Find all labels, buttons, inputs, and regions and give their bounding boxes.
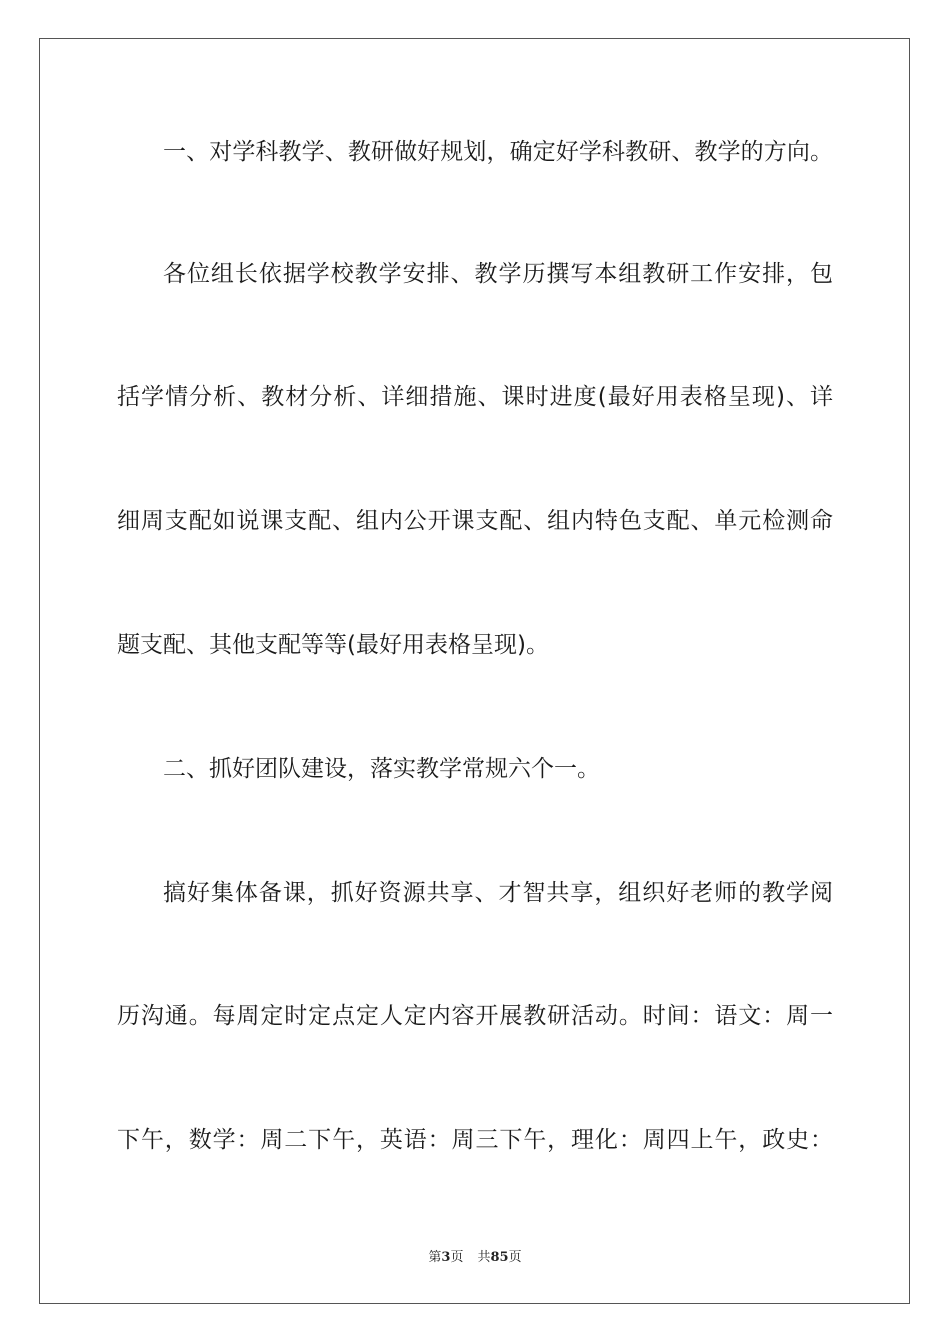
paragraph-line: 搞好集体备课，抓好资源共享、才智共享，组织好老师的教学阅: [163, 880, 833, 906]
paragraph-heading-2: 二、抓好团队建设，落实教学常规六个一。: [163, 756, 600, 782]
paragraph-line: 各位组长依据学校教学安排、教学历撰写本组教研工作安排，包: [163, 261, 833, 287]
footer-page-prefix: 第: [428, 1250, 442, 1265]
footer-total-prefix: 共: [477, 1250, 491, 1265]
footer-total-pages: 85: [490, 1250, 509, 1265]
paragraph-line: 下午，数学：周二下午，英语：周三下午，理化：周四上午，政史：: [117, 1127, 833, 1153]
footer-total-suffix: 页: [508, 1250, 522, 1265]
paragraph-line: 括学情分析、教材分析、详细措施、课时进度(最好用表格呈现)、详: [117, 384, 833, 410]
paragraph-line: 题支配、其他支配等等(最好用表格呈现)。: [117, 632, 549, 658]
page-footer: [0, 1246, 950, 1265]
paragraph-heading-1: 一、对学科教学、教研做好规划，确定好学科教研、教学的方向。: [163, 139, 833, 165]
page-border: [39, 38, 910, 1304]
footer-page-suffix: 页: [450, 1250, 464, 1265]
paragraph-line: 细周支配如说课支配、组内公开课支配、组内特色支配、单元检测命: [117, 508, 833, 534]
footer-page-number: 3: [441, 1250, 451, 1265]
paragraph-line: 历沟通。每周定时定点定人定内容开展教研活动。时间：语文：周一: [117, 1003, 833, 1029]
